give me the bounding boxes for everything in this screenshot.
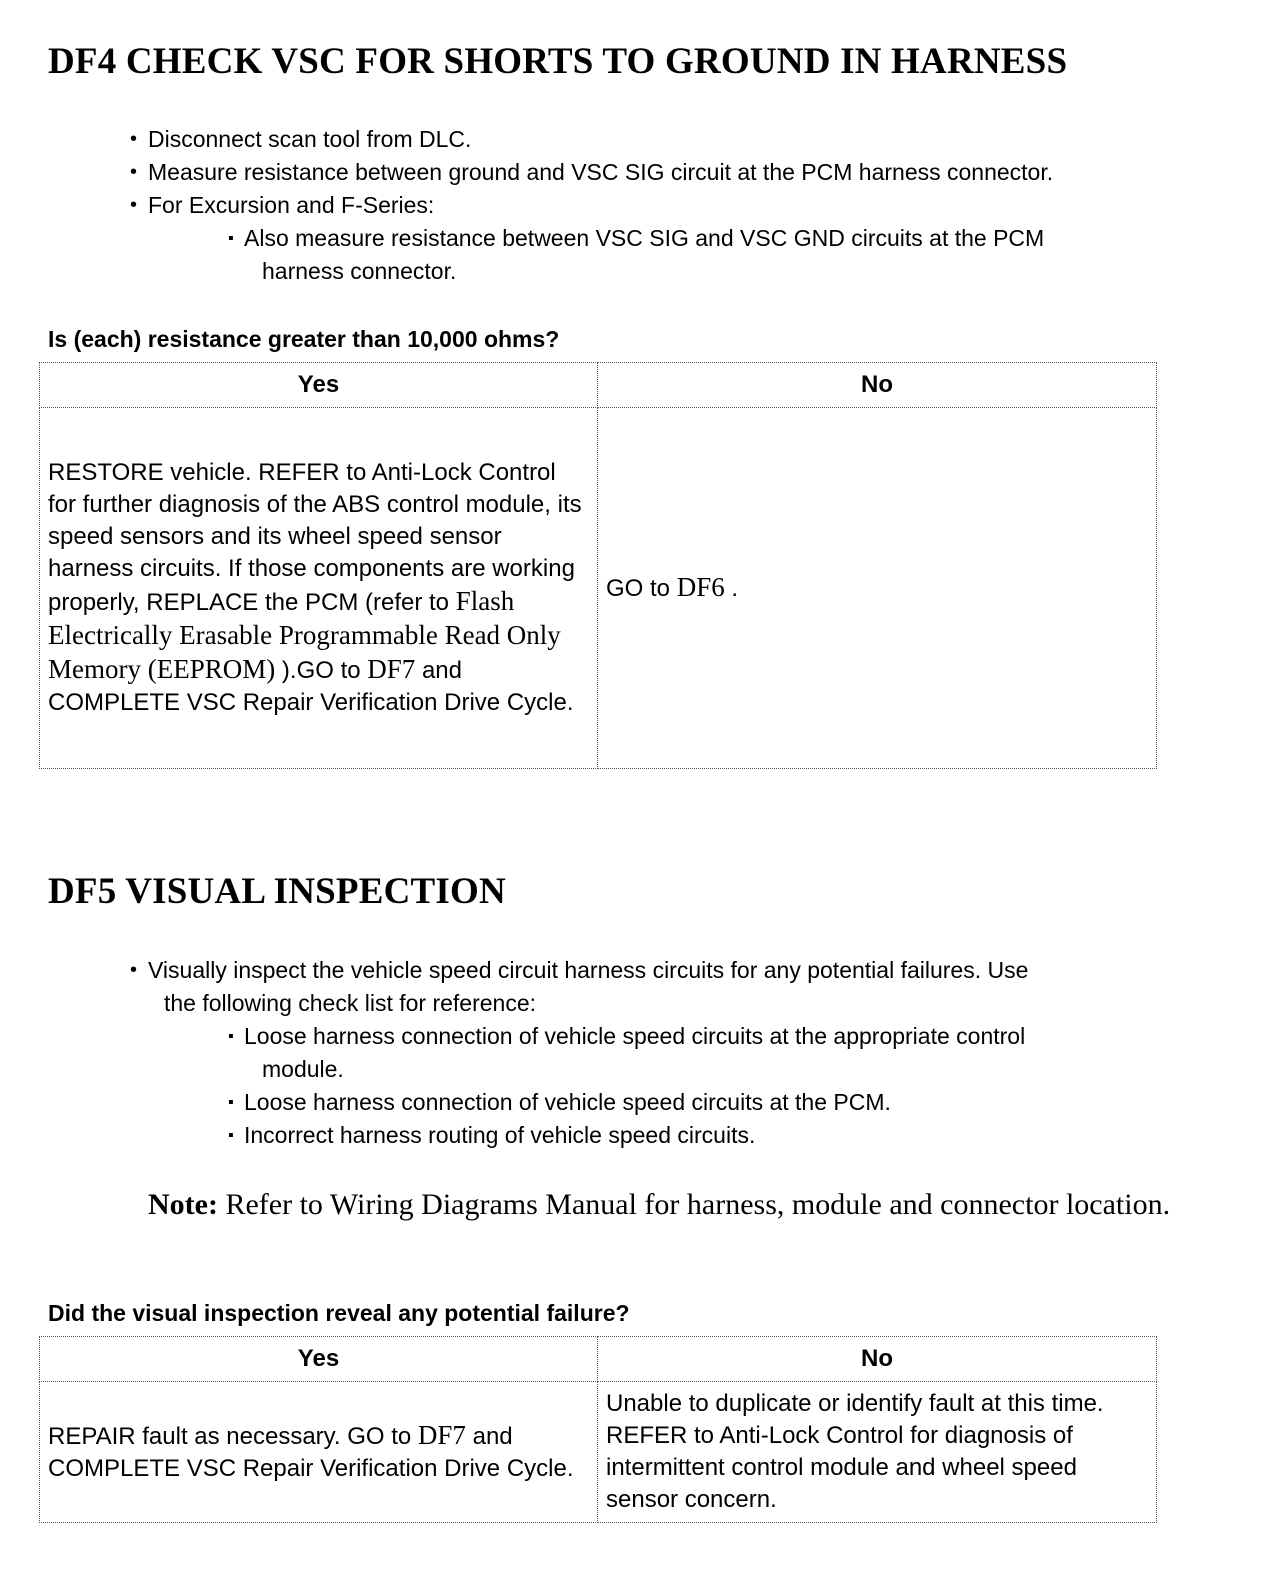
df4-result-table bbox=[39, 362, 1157, 769]
df5-note bbox=[148, 1186, 1208, 1224]
df4-no-header: No bbox=[598, 363, 1157, 408]
df4-sub-bullet-line2: harness connector. bbox=[262, 258, 457, 284]
df5-bullet-line2: the following check list for reference: bbox=[164, 990, 537, 1016]
df4-bullet: • Measure resistance between ground and VSC SIG circuit at the PCM harness connector. bbox=[130, 156, 1250, 189]
df4-sub-bullet-line1: Also measure resistance between VSC SIG and VSC GND circuits at the PCM bbox=[244, 225, 1045, 251]
df4-no-text: GO to bbox=[606, 575, 671, 602]
df5-df7-link[interactable]: DF7 bbox=[417, 1420, 466, 1450]
df5-yes-text: REPAIR fault as necessary. GO to bbox=[48, 1423, 412, 1450]
df4-heading: DF4 CHECK VSC FOR SHORTS TO GROUND IN HARNESS bbox=[48, 41, 1068, 82]
df5-bullet-line1: Visually inspect the vehicle speed circuit harness circuits for any potential failures. Use bbox=[148, 957, 1029, 983]
df4-sub-bullet bbox=[228, 222, 1250, 288]
df4-bullet: • Disconnect scan tool from DLC. bbox=[130, 123, 1250, 156]
df5-sub-bullet: ▪ Incorrect harness routing of vehicle speed circuits. bbox=[228, 1119, 1230, 1152]
df4-no-cell bbox=[598, 408, 1157, 769]
df5-heading: DF5 VISUAL INSPECTION bbox=[48, 871, 506, 912]
df4-yes-cell bbox=[40, 408, 598, 769]
df4-yes-text-3: and COMPLETE VSC Repair Verification Drive Cycle. bbox=[48, 657, 574, 716]
df5-result-table bbox=[39, 1336, 1157, 1523]
df5-bullet bbox=[130, 954, 1230, 1020]
df4-df7-link[interactable]: DF7 bbox=[367, 654, 416, 684]
df4-step-list bbox=[130, 123, 1250, 288]
df4-eeprom-link[interactable]: Flash Electrically Erasable Programmable Read Only Memory (EEPROM) bbox=[48, 586, 561, 684]
df5-yes-header: Yes bbox=[40, 1337, 598, 1382]
df5-sub-bullet-line2: module. bbox=[262, 1056, 344, 1082]
df5-question: Did the visual inspection reveal any potential failure? bbox=[48, 1300, 630, 1326]
note-text: Refer to Wiring Diagrams Manual for harness, module and connector location. bbox=[225, 1188, 1171, 1221]
df5-no-header: No bbox=[598, 1337, 1157, 1382]
df4-question: Is (each) resistance greater than 10,000 ohms? bbox=[48, 326, 560, 352]
note-label: Note: bbox=[148, 1188, 218, 1221]
df5-sub-bullet bbox=[228, 1020, 1230, 1086]
df5-sub-bullet-line1: Loose harness connection of vehicle speed circuits at the appropriate control bbox=[244, 1023, 1026, 1049]
df4-bullet: • For Excursion and F-Series: bbox=[130, 189, 1250, 222]
df4-yes-text: RESTORE vehicle. REFER to Anti-Lock Control for further diagnosis of the ABS control module, its speed sensors and its wheel speed sensor harness circuits. If those components are working properly, REPLACE the PCM (refer to bbox=[48, 459, 582, 616]
df4-yes-header: Yes bbox=[40, 363, 598, 408]
df5-step-list bbox=[130, 954, 1230, 1152]
df4-df6-link[interactable]: DF6 bbox=[676, 572, 725, 602]
df4-yes-text-2: ).GO to bbox=[281, 657, 361, 684]
df5-yes-text-2: and COMPLETE VSC Repair Verification Drive Cycle. bbox=[48, 1423, 574, 1482]
df5-no-cell: Unable to duplicate or identify fault at this time. REFER to Anti-Lock Control for diagnosis of intermittent control module and wheel speed sensor concern. bbox=[598, 1382, 1157, 1523]
df5-yes-cell bbox=[40, 1382, 598, 1523]
df5-sub-bullet: ▪ Loose harness connection of vehicle speed circuits at the PCM. bbox=[228, 1086, 1230, 1119]
df4-no-text-end: . bbox=[731, 575, 739, 602]
